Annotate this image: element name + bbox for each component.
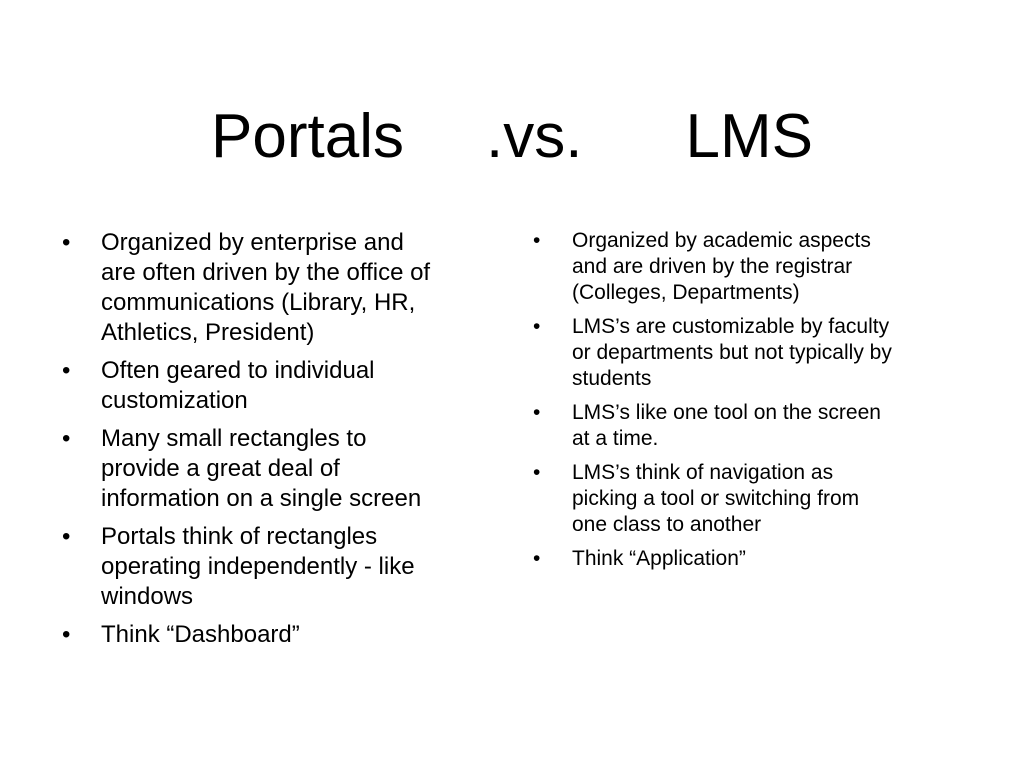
list-item	[60, 424, 500, 514]
bullet-line: picking a tool or switching from	[572, 487, 860, 510]
list-item	[531, 228, 971, 306]
bullet-icon: •	[62, 357, 71, 384]
bullet-line: LMS’s are customizable by faculty	[572, 315, 890, 338]
slide-title	[0, 92, 1024, 182]
bullet-line: Think “Application”	[572, 547, 746, 570]
bullet-line: Often geared to individual	[101, 357, 375, 384]
bullet-icon: •	[533, 315, 541, 338]
list-item	[60, 620, 500, 650]
list-item	[531, 546, 971, 572]
bullet-line: operating independently - like	[101, 553, 415, 580]
bullet-line: windows	[101, 583, 194, 610]
title-portals: Portals	[211, 102, 405, 171]
bullet-icon: •	[62, 229, 71, 256]
bullet-line: (Colleges, Departments)	[572, 281, 800, 304]
title-lms: LMS	[685, 102, 813, 171]
bullet-line: Portals think of rectangles	[101, 523, 378, 550]
bullet-line: LMS’s think of navigation as	[572, 461, 834, 484]
lms-bullet-list	[531, 228, 971, 580]
portals-bullet-list	[60, 228, 500, 658]
bullet-line: Think “Dashboard”	[101, 621, 300, 648]
title-vs: .vs.	[486, 102, 583, 171]
list-item	[531, 314, 971, 392]
bullet-line: provide a great deal of	[101, 455, 340, 482]
bullet-line: LMS’s like one tool on the screen	[572, 401, 881, 424]
bullet-line: or departments but not typically by	[572, 341, 892, 364]
bullet-line: Athletics, President)	[101, 319, 315, 346]
bullet-icon: •	[533, 547, 541, 570]
bullet-line: students	[572, 367, 652, 390]
bullet-line: Many small rectangles to	[101, 425, 367, 452]
bullet-line: Organized by enterprise and	[101, 229, 404, 256]
bullet-line: customization	[101, 387, 248, 414]
bullet-icon: •	[533, 461, 541, 484]
list-item	[60, 228, 500, 348]
list-item	[60, 522, 500, 612]
bullet-line: information on a single screen	[101, 485, 422, 512]
bullet-line: at a time.	[572, 427, 659, 450]
bullet-icon: •	[533, 401, 541, 424]
list-item	[60, 356, 500, 416]
bullet-line: communications (Library, HR,	[101, 289, 416, 316]
list-item	[531, 460, 971, 538]
list-item	[531, 400, 971, 452]
bullet-icon: •	[62, 425, 71, 452]
bullet-line: and are driven by the registrar	[572, 255, 853, 278]
bullet-line: are often driven by the office of	[101, 259, 431, 286]
bullet-line: Organized by academic aspects	[572, 229, 871, 252]
bullet-icon: •	[62, 523, 71, 550]
bullet-line: one class to another	[572, 513, 762, 536]
bullet-icon: •	[62, 621, 71, 648]
bullet-icon: •	[533, 229, 541, 252]
